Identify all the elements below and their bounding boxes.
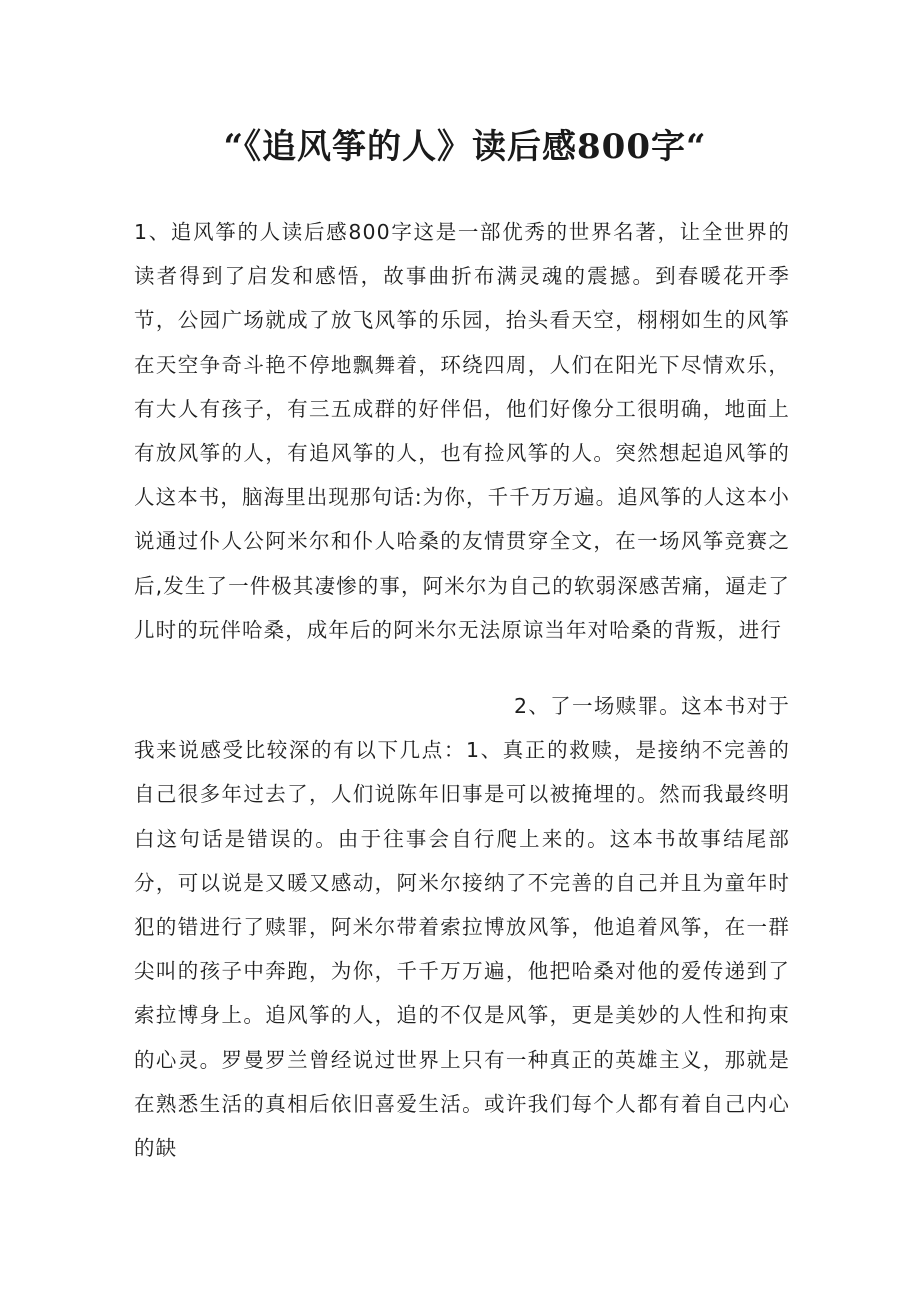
document-title: “《追风筝的人》读后感800字“ — [223, 127, 707, 167]
paragraph-1: 1、追风筝的人读后感800字这是一部优秀的世界名著，让全世界的读者得到了启发和感悟，故事曲折布满灵魂的震撼。到春暖花开季节，公园广场就成了放飞风筝的乐园，抬头看天空，栩栩如生的风筝在天空争奇斗艳不停地飘舞着，环绕四周，人们在阳光下尽情欢乐，有大人有孩子，有三五成群的好伴侣，他们好像分工很明确，地面上有放风筝的人，有追风筝的人，也有捡风筝的人。突然想起追风筝的人这本书，脑海里出现那句话:为你，千千万万遍。追风筝的人这本小说通过仆人公阿米尔和仆人哈桑的友情贯穿全文，在一场风筝竞赛之后,发生了一件极其凄惨的事，阿米尔为自己的软弱深感苦痛，逼走了儿时的玩伴哈桑，成年后的阿米尔无法原谅当年对哈桑的背叛，进行 — [134, 220, 791, 642]
paragraph-2: 2、了一场赎罪。这本书对于我来说感受比较深的有以下几点：1、真正的救赎，是接纳不完善的自己很多年过去了，人们说陈年旧事是可以被掩埋的。然而我最终明白这句话是错误的。由于往事会自行爬上来的。这本书故事结尾部分，可以说是又暖又感动，阿米尔接纳了不完善的自己并且为童年时犯的错进行了赎罪，阿米尔带着索拉博放风筝，他追着风筝，在一群尖叫的孩子中奔跑，为你，千千万万遍，他把哈桑对他的爱传递到了索拉博身上。追风筝的人，追的不仅是风筝，更是美妙的人性和拘束的心灵。罗曼罗兰曾经说过世界上只有一种真正的英雄主义，那就是在熟悉生活的真相后依旧喜爱生活。或许我们每个人都有着自己内心的缺 — [134, 694, 790, 1161]
